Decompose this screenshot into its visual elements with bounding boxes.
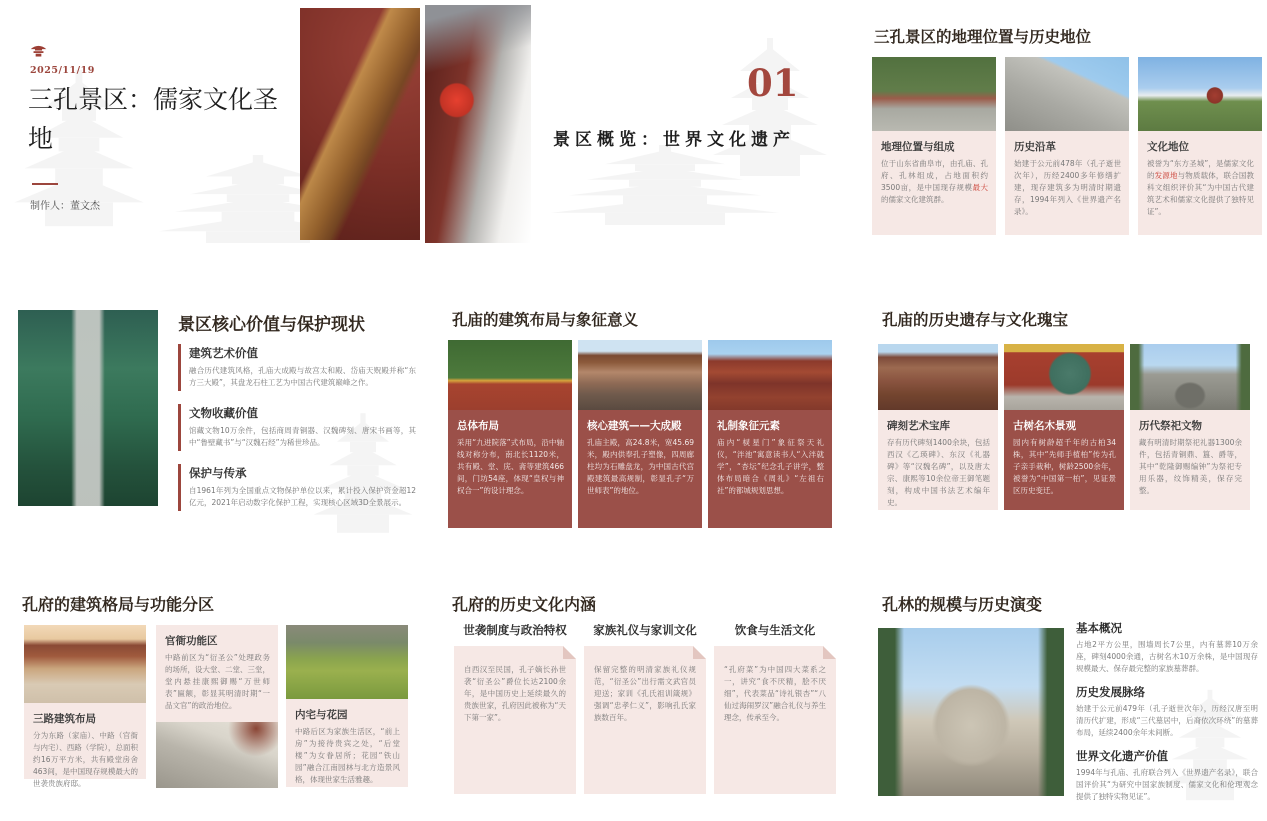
column-heading: 饮食与生活文化 (734, 623, 816, 637)
card-three-routes (24, 703, 146, 788)
slide-heading: 孔府的历史文化内涵 (452, 595, 597, 614)
slide-mansion-culture[interactable] (440, 580, 850, 818)
card-body: 庙内“棂星门”象征祭天礼仪，“泮池”寓意读书人“入泮就学”，“杏坛”纪念孔子讲学，整体布局暗合《周礼》“左祖右社”的都城规划思想。 (717, 438, 824, 495)
section-heading: 世界文化遗产价值 (1076, 749, 1168, 763)
section-heading: 基本概况 (1076, 621, 1122, 635)
slide-temple-relics[interactable] (870, 298, 1267, 536)
slide-heading: 景区核心价值与保护现状 (178, 315, 365, 335)
card-history (1005, 57, 1129, 235)
column-heading: 世袭制度与政治特权 (463, 623, 567, 637)
card-inner-garden (286, 699, 408, 787)
section-number: 01 (747, 61, 799, 105)
card-heading: 历代祭祀文物 (1139, 420, 1202, 432)
column-heading: 家族礼仪与家训文化 (593, 623, 697, 637)
slide-title[interactable] (8, 5, 420, 243)
section-heading: 保护与传承 (189, 466, 247, 480)
gate-photo (872, 57, 996, 131)
slide-heading: 孔林的规模与历史演变 (882, 595, 1043, 614)
garden-pond-photo (286, 625, 408, 699)
roof-eaves-photo (300, 8, 420, 240)
monument-photo (18, 310, 158, 506)
city-gate-photo (1130, 344, 1250, 410)
temple-photo (708, 340, 832, 410)
cemetery-section (1076, 684, 1258, 739)
deck-title: 三孔景区：儒家文化圣地 (28, 85, 279, 153)
card-heading: 历史沿革 (1014, 141, 1056, 153)
pavilion-icon (30, 43, 47, 58)
column-body: “孔府菜”为中国四大菜系之一，讲究“食不厌精，脍不厌细”，代表菜品“诗礼银杏”“八仙过海闹罗汉”融合礼仪与养生理念，传承至今。 (724, 665, 826, 722)
card-body: 存有历代碑刻1400余块，包括西汉《乙瑛碑》、东汉《礼器碑》等“汉魏名碑”，以及唐太宗、康熙等10余位帝王御笔题刻，构成中国书法艺术编年史。 (887, 438, 990, 507)
section-body: 始建于公元前479年（孔子逝世次年），历经汉唐至明清历代扩建，形成“三代墓居中，后裔依次环绕”的墓葬布局，延续2400余年未间断。 (1076, 704, 1258, 737)
hall-photo (578, 340, 702, 410)
card-heading: 三路建筑布局 (33, 713, 96, 725)
cemetery-section (1076, 620, 1258, 675)
column-card (714, 646, 836, 794)
card-body: 位于山东省曲阜市，由孔庙、孔府、孔林组成，占地面积约3500亩，是中国现存规模最大的儒家文化建筑群。 (881, 159, 989, 204)
card-body: 采用“九进院落”式布局，沿中轴线对称分布，南北长1120米，共有殿、堂、庑、斋等建筑466间，门坊54座，体现“皇权与神权合一”的设计理念。 (457, 438, 564, 495)
section-body: 馆藏文物10万余件，包括商周青铜器、汉魏碑刻、唐宋书画等，其中“鲁壁藏书”与“汉魏石经”为稀世珍品。 (189, 426, 416, 447)
author-label: 制作人：董文杰 (30, 201, 100, 212)
column-cuisine (714, 622, 836, 794)
card-heading: 古树名木景观 (1013, 420, 1076, 432)
slide-heading: 孔府的建筑格局与功能分区 (22, 595, 215, 614)
divider (32, 183, 58, 185)
card-heading: 总体布局 (457, 420, 499, 432)
wall-photo (1005, 57, 1129, 131)
column-card (454, 646, 576, 794)
highlight-text: 最大 (972, 183, 989, 192)
card-body: 始建于公元前478年（孔子逝世次年），历经2400多年修缮扩建，现存建筑多为明清时期遗存，1994年列入《世界遗产名录》。 (1014, 159, 1121, 216)
card-body: 中路后区为家族生活区，“前上房”为接待贵宾之处，“后堂楼”为女眷居所；花园“铁山园”融合江南园林与北方造景风格，体现世家生活雅趣。 (295, 727, 400, 784)
slide-mansion-layout[interactable] (8, 580, 420, 818)
pavilion-lantern-photo (425, 5, 531, 243)
card-ancient-trees (1004, 344, 1124, 510)
slide-cemetery[interactable] (870, 580, 1267, 818)
card-dacheng-hall (578, 340, 702, 528)
section-body: 1994年与孔庙、孔府联合列入《世界遗产名录》，联合国评价其“为研究中国家族制度、儒家文化和伦理观念提供了独特实物见证”。 (1076, 768, 1258, 801)
card-location (872, 57, 996, 235)
card-body: 孔庙主殿，高24.8米，宽45.69米，殿内供奉孔子塑像，四周廊柱均为石雕盘龙，为中国古代宫殿建筑最高规制，彰显孔子“万世师表”的地位。 (587, 438, 694, 495)
stone-path-photo (156, 722, 278, 788)
value-section (178, 344, 416, 391)
card-sacrificial-relics (1130, 344, 1250, 510)
slide-temple-layout[interactable] (440, 298, 850, 536)
card-heading: 礼制象征元素 (717, 420, 780, 432)
slide-geography[interactable] (860, 5, 1267, 243)
column-body: 自西汉至民国，孔子嫡长孙世袭“衍圣公”爵位长达2100余年，是中国历史上延续最久的贵族世家，孔府因此被称为“天下第一家”。 (464, 665, 566, 722)
card-ritual-symbols (708, 340, 832, 528)
card-body: 被誉为“东方圣城”，是儒家文化的发源地与物质载体，联合国教科文组织评价其“为中国古代建筑艺术和儒家文化提供了独特见证”。 (1147, 159, 1255, 216)
card-body: 藏有明清时期祭祀礼器1300余件，包括青铜鼎、簋、爵等，其中“乾隆御赐编钟”为祭祀专用乐器，纹饰精美，保存完整。 (1139, 438, 1242, 495)
card-status (1138, 57, 1262, 235)
card-overall-layout (448, 340, 572, 528)
section-heading: 文物收藏价值 (189, 406, 258, 420)
card-heading: 官衙功能区 (165, 635, 218, 647)
section-body: 融合历代建筑风格，孔庙大成殿与故宫太和殿、岱庙天贶殿并称“东方三大殿”，其盘龙石柱工艺为中国古代建筑巅峰之作。 (189, 366, 416, 387)
card-body: 分为东路（家庙）、中路（官衙与内宅）、西路（学院），总面积约16万平方米，共有殿堂房舍463间，是中国现存规模最大的世袭贵族府邸。 (33, 731, 138, 788)
value-section (178, 404, 416, 451)
rooftop-watermark-icon (515, 145, 815, 225)
ancient-tree-photo (1004, 344, 1124, 410)
value-section (178, 464, 416, 511)
card-body: 中路前区为“衍圣公”处理政务的场所，设大堂、二堂、三堂，堂内悬挂康熙御赐“万世师表”匾额，彰显其明清时期“一品文官”的政治地位。 (165, 653, 270, 710)
highlight-text: 发源地 (1154, 171, 1178, 180)
slide-core-values[interactable] (8, 298, 420, 536)
slide-section-01[interactable] (425, 5, 848, 243)
slide-date: 2025/11/19 (30, 65, 95, 76)
section-title: 景区概览：世界文化遗产 (553, 130, 795, 150)
card-heading: 核心建筑——大成殿 (587, 420, 682, 432)
column-card (584, 646, 706, 794)
column-body: 保留完整的明清家族礼仪规范，“衍圣公”出行需文武官员迎送；家训《孔氏祖训箴规》强调“忠孝仁义”，影响孔氏家族数百年。 (594, 665, 696, 722)
card-body: 园内有树龄超千年的古柏34株，其中“先师手植柏”传为孔子亲手栽种，树龄2500余年，被誉为“中国第一柏”，见证景区历史变迁。 (1013, 438, 1116, 495)
stone-archway-photo (878, 628, 1064, 796)
column-hereditary (454, 622, 576, 794)
section-heading: 历史发展脉络 (1076, 685, 1145, 699)
stele-temple-photo (878, 344, 998, 410)
cemetery-section (1076, 748, 1258, 803)
tomb-photo (1138, 57, 1262, 131)
mansion-hall-photo (24, 625, 146, 703)
card-heading: 内宅与花园 (295, 709, 348, 721)
card-official-zone (156, 625, 278, 722)
slide-heading: 孔庙的历史遗存与文化瑰宝 (882, 310, 1069, 329)
card-heading: 碑刻艺术宝库 (887, 420, 950, 432)
column-etiquette (584, 622, 706, 794)
slide-heading: 孔庙的建筑布局与象征意义 (452, 310, 639, 329)
red-wall-photo (448, 340, 572, 410)
section-heading: 建筑艺术价值 (189, 346, 258, 360)
section-body: 自1961年列为全国重点文物保护单位以来，累计投入保护资金超12亿元，2021年启动数字化保护工程，实现核心区域3D全景展示。 (189, 486, 416, 507)
card-heading: 文化地位 (1147, 141, 1189, 153)
slide-heading: 三孔景区的地理位置与历史地位 (874, 27, 1092, 46)
card-heading: 地理位置与组成 (881, 141, 955, 153)
card-steles (878, 344, 998, 510)
section-body: 占地2平方公里，围墙周长7公里，内有墓葬10万余座，碑刻4000余通，古树名木10万余株，是中国现存规模最大、保存最完整的家族墓葬群。 (1076, 640, 1258, 673)
